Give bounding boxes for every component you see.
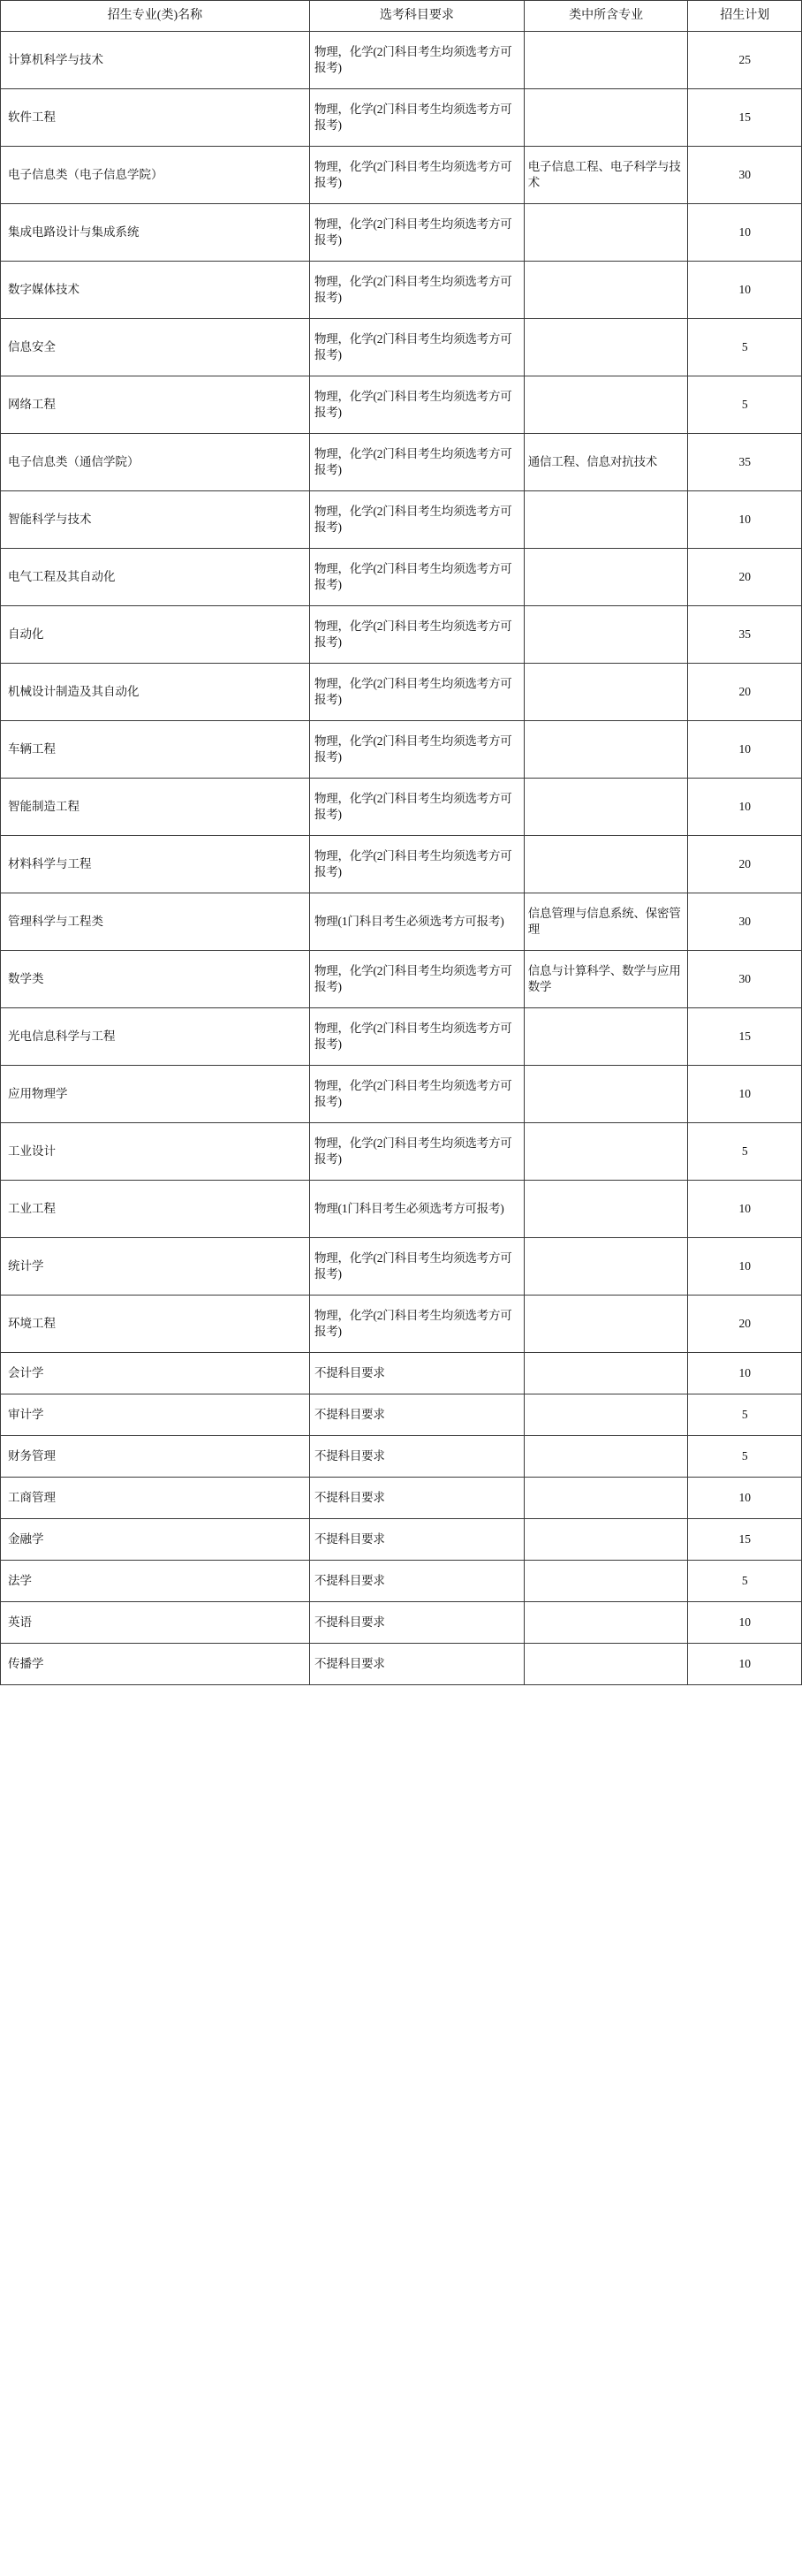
cell-major-name: [1, 1561, 310, 1602]
cell-admission-plan: 10: [688, 204, 802, 262]
table-row: [1, 204, 802, 262]
cell-subject-requirement: 物理，化学(2门科目考生均须选考方可报考): [309, 1123, 524, 1181]
cell-subject-requirement: 物理，化学(2门科目考生均须选考方可报考): [309, 32, 524, 89]
cell-admission-plan: 10: [688, 779, 802, 836]
cell-major-name: [1, 1519, 310, 1561]
table-row: [1, 1436, 802, 1478]
cell-subject-requirement: 物理，化学(2门科目考生均须选考方可报考): [309, 1008, 524, 1066]
table-row: [1, 606, 802, 664]
cell-included-majors: [524, 836, 688, 893]
cell-subject-requirement: 物理，化学(2门科目考生均须选考方可报考): [309, 779, 524, 836]
cell-major-name: [1, 1123, 310, 1181]
cell-major-name: [1, 893, 310, 951]
cell-major-name: [1, 1436, 310, 1478]
major-name-text: 数学类: [8, 972, 44, 986]
major-name-text: 电气工程及其自动化: [8, 570, 116, 584]
table-row: [1, 32, 802, 89]
cell-included-majors: [524, 721, 688, 779]
cell-admission-plan: 15: [688, 89, 802, 147]
cell-subject-requirement: 不提科目要求: [309, 1478, 524, 1519]
table-header-row: [1, 1, 802, 32]
table-row: [1, 1478, 802, 1519]
major-name-text: 电子信息类（通信学院）: [8, 455, 140, 469]
table-row: [1, 262, 802, 319]
cell-subject-requirement: 物理，化学(2门科目考生均须选考方可报考): [309, 664, 524, 721]
major-name-text: 统计学: [8, 1259, 44, 1273]
cell-included-majors: [524, 779, 688, 836]
cell-subject-requirement: 物理，化学(2门科目考生均须选考方可报考): [309, 951, 524, 1008]
column-header-subject-requirement: 选考科目要求: [309, 1, 524, 32]
major-name-text: 应用物理学: [8, 1087, 68, 1101]
cell-subject-requirement: 物理，化学(2门科目考生均须选考方可报考): [309, 1296, 524, 1353]
cell-included-majors: [524, 1181, 688, 1238]
column-header-major: 招生专业(类)名称: [1, 1, 310, 32]
cell-major-name: [1, 779, 310, 836]
cell-included-majors: [524, 1353, 688, 1394]
major-name-text: 环境工程: [8, 1317, 56, 1331]
cell-included-majors: [524, 1561, 688, 1602]
cell-subject-requirement: 不提科目要求: [309, 1436, 524, 1478]
cell-subject-requirement: 物理，化学(2门科目考生均须选考方可报考): [309, 549, 524, 606]
major-name-text: 英语: [8, 1615, 32, 1630]
cell-admission-plan: 5: [688, 376, 802, 434]
cell-major-name: [1, 204, 310, 262]
cell-major-name: [1, 89, 310, 147]
cell-subject-requirement: 物理，化学(2门科目考生均须选考方可报考): [309, 1238, 524, 1296]
cell-included-majors: 电子信息工程、电子科学与技术: [524, 147, 688, 204]
cell-major-name: [1, 836, 310, 893]
cell-included-majors: [524, 1644, 688, 1685]
cell-included-majors: [524, 606, 688, 664]
table-row: [1, 89, 802, 147]
major-name-text: 计算机科学与技术: [8, 53, 103, 67]
cell-subject-requirement: 物理，化学(2门科目考生均须选考方可报考): [309, 204, 524, 262]
cell-major-name: [1, 1394, 310, 1436]
table-row: [1, 1296, 802, 1353]
cell-subject-requirement: 物理(1门科目考生必须选考方可报考): [309, 893, 524, 951]
table-row: [1, 893, 802, 951]
cell-admission-plan: 10: [688, 1066, 802, 1123]
cell-included-majors: 信息管理与信息系统、保密管理: [524, 893, 688, 951]
table-row: [1, 434, 802, 491]
cell-admission-plan: 25: [688, 32, 802, 89]
cell-admission-plan: 5: [688, 1436, 802, 1478]
major-name-text: 工商管理: [8, 1491, 56, 1505]
table-row: [1, 1123, 802, 1181]
major-name-text: 集成电路设计与集成系统: [8, 225, 140, 239]
cell-subject-requirement: 不提科目要求: [309, 1561, 524, 1602]
cell-admission-plan: 30: [688, 147, 802, 204]
cell-admission-plan: 20: [688, 549, 802, 606]
cell-major-name: [1, 606, 310, 664]
major-name-text: 机械设计制造及其自动化: [8, 685, 140, 699]
cell-admission-plan: 10: [688, 491, 802, 549]
table-row: [1, 1394, 802, 1436]
major-name-text: 工业工程: [8, 1202, 56, 1216]
cell-subject-requirement: 物理，化学(2门科目考生均须选考方可报考): [309, 434, 524, 491]
cell-major-name: [1, 664, 310, 721]
cell-included-majors: [524, 1394, 688, 1436]
major-name-text: 智能科学与技术: [8, 513, 92, 527]
major-name-text: 管理科学与工程类: [8, 915, 103, 929]
cell-major-name: [1, 1353, 310, 1394]
major-name-text: 会计学: [8, 1366, 44, 1380]
cell-major-name: [1, 721, 310, 779]
table-row: [1, 1519, 802, 1561]
major-name-text: 传播学: [8, 1657, 44, 1671]
table-row: [1, 1353, 802, 1394]
cell-admission-plan: 5: [688, 319, 802, 376]
cell-included-majors: [524, 1238, 688, 1296]
cell-admission-plan: 15: [688, 1519, 802, 1561]
cell-included-majors: [524, 1519, 688, 1561]
table-body: [1, 32, 802, 1685]
cell-major-name: [1, 434, 310, 491]
cell-admission-plan: 10: [688, 1602, 802, 1644]
cell-included-majors: 通信工程、信息对抗技术: [524, 434, 688, 491]
cell-included-majors: [524, 319, 688, 376]
cell-major-name: [1, 376, 310, 434]
cell-admission-plan: 30: [688, 893, 802, 951]
major-name-text: 信息安全: [8, 340, 56, 354]
table-row: [1, 319, 802, 376]
table-row: [1, 779, 802, 836]
major-name-text: 材料科学与工程: [8, 857, 92, 871]
cell-major-name: [1, 1238, 310, 1296]
major-name-text: 光电信息科学与工程: [8, 1030, 116, 1044]
cell-subject-requirement: 物理(1门科目考生必须选考方可报考): [309, 1181, 524, 1238]
cell-subject-requirement: 不提科目要求: [309, 1353, 524, 1394]
cell-subject-requirement: 物理，化学(2门科目考生均须选考方可报考): [309, 721, 524, 779]
major-name-text: 财务管理: [8, 1449, 56, 1463]
cell-major-name: [1, 147, 310, 204]
cell-admission-plan: 10: [688, 1181, 802, 1238]
cell-admission-plan: 10: [688, 1238, 802, 1296]
cell-included-majors: [524, 1066, 688, 1123]
cell-major-name: [1, 262, 310, 319]
cell-major-name: [1, 1644, 310, 1685]
major-name-text: 车辆工程: [8, 742, 56, 756]
major-name-text: 金融学: [8, 1532, 44, 1546]
table-row: [1, 549, 802, 606]
table-row: [1, 721, 802, 779]
table-row: [1, 664, 802, 721]
cell-admission-plan: 5: [688, 1394, 802, 1436]
cell-subject-requirement: 不提科目要求: [309, 1394, 524, 1436]
table-row: [1, 376, 802, 434]
cell-major-name: [1, 1066, 310, 1123]
cell-major-name: [1, 951, 310, 1008]
cell-admission-plan: 10: [688, 1478, 802, 1519]
cell-included-majors: [524, 549, 688, 606]
cell-included-majors: [524, 1436, 688, 1478]
cell-included-majors: [524, 1296, 688, 1353]
cell-major-name: [1, 549, 310, 606]
cell-major-name: [1, 319, 310, 376]
cell-major-name: [1, 1602, 310, 1644]
cell-admission-plan: 20: [688, 1296, 802, 1353]
major-name-text: 电子信息类（电子信息学院）: [8, 168, 163, 182]
table-row: [1, 491, 802, 549]
major-name-text: 自动化: [8, 627, 44, 642]
cell-major-name: [1, 1181, 310, 1238]
cell-subject-requirement: 物理，化学(2门科目考生均须选考方可报考): [309, 319, 524, 376]
cell-subject-requirement: 物理，化学(2门科目考生均须选考方可报考): [309, 491, 524, 549]
cell-subject-requirement: 物理，化学(2门科目考生均须选考方可报考): [309, 606, 524, 664]
cell-major-name: [1, 1296, 310, 1353]
table-row: [1, 147, 802, 204]
cell-subject-requirement: 不提科目要求: [309, 1602, 524, 1644]
cell-included-majors: [524, 1478, 688, 1519]
cell-included-majors: [524, 89, 688, 147]
cell-subject-requirement: 物理，化学(2门科目考生均须选考方可报考): [309, 147, 524, 204]
table-row: [1, 836, 802, 893]
cell-included-majors: [524, 32, 688, 89]
cell-included-majors: [524, 204, 688, 262]
cell-included-majors: [524, 1123, 688, 1181]
cell-admission-plan: 20: [688, 836, 802, 893]
cell-admission-plan: 30: [688, 951, 802, 1008]
major-name-text: 审计学: [8, 1408, 44, 1422]
cell-major-name: [1, 491, 310, 549]
cell-included-majors: [524, 376, 688, 434]
cell-subject-requirement: 物理，化学(2门科目考生均须选考方可报考): [309, 836, 524, 893]
cell-included-majors: 信息与计算科学、数学与应用数学: [524, 951, 688, 1008]
cell-included-majors: [524, 262, 688, 319]
cell-admission-plan: 10: [688, 1353, 802, 1394]
table-row: [1, 1602, 802, 1644]
cell-subject-requirement: 物理，化学(2门科目考生均须选考方可报考): [309, 262, 524, 319]
cell-admission-plan: 5: [688, 1123, 802, 1181]
cell-admission-plan: 10: [688, 262, 802, 319]
table-row: [1, 1561, 802, 1602]
column-header-admission-plan: 招生计划: [688, 1, 802, 32]
cell-subject-requirement: 物理，化学(2门科目考生均须选考方可报考): [309, 89, 524, 147]
cell-included-majors: [524, 664, 688, 721]
cell-subject-requirement: 物理，化学(2门科目考生均须选考方可报考): [309, 376, 524, 434]
table-row: [1, 1066, 802, 1123]
cell-subject-requirement: 不提科目要求: [309, 1519, 524, 1561]
cell-major-name: [1, 1478, 310, 1519]
cell-included-majors: [524, 491, 688, 549]
cell-subject-requirement: 物理，化学(2门科目考生均须选考方可报考): [309, 1066, 524, 1123]
cell-major-name: [1, 1008, 310, 1066]
column-header-included-majors: 类中所含专业: [524, 1, 688, 32]
major-name-text: 软件工程: [8, 110, 56, 125]
cell-admission-plan: 10: [688, 721, 802, 779]
major-name-text: 数字媒体技术: [8, 283, 79, 297]
table-row: [1, 1238, 802, 1296]
table-row: [1, 951, 802, 1008]
major-name-text: 法学: [8, 1574, 32, 1588]
cell-subject-requirement: 不提科目要求: [309, 1644, 524, 1685]
cell-included-majors: [524, 1008, 688, 1066]
cell-admission-plan: 35: [688, 606, 802, 664]
cell-included-majors: [524, 1602, 688, 1644]
table-row: [1, 1008, 802, 1066]
cell-admission-plan: 20: [688, 664, 802, 721]
major-name-text: 工业设计: [8, 1144, 56, 1159]
cell-admission-plan: 35: [688, 434, 802, 491]
cell-admission-plan: 15: [688, 1008, 802, 1066]
table-row: [1, 1181, 802, 1238]
cell-major-name: [1, 32, 310, 89]
table-row: [1, 1644, 802, 1685]
cell-admission-plan: 10: [688, 1644, 802, 1685]
major-name-text: 智能制造工程: [8, 800, 79, 814]
cell-admission-plan: 5: [688, 1561, 802, 1602]
major-name-text: 网络工程: [8, 398, 56, 412]
